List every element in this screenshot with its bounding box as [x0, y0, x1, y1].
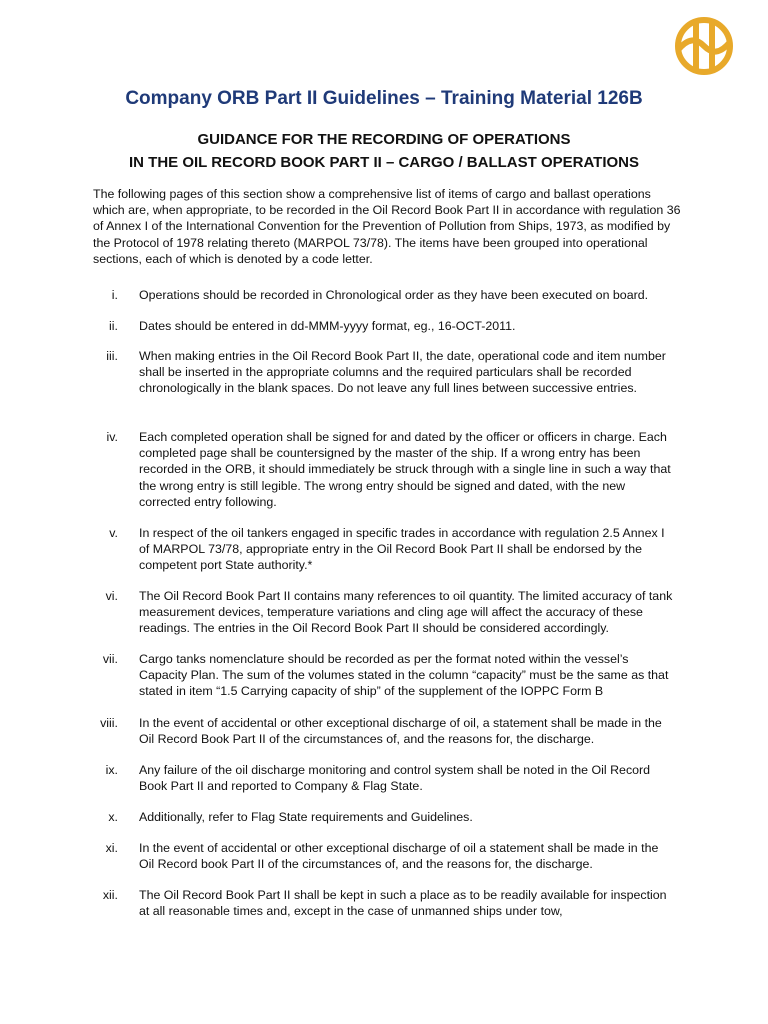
list-item-text: Cargo tanks nomenclature should be recorded as per the format noted within the vessel’s Capacity Plan. The sum of the volumes stated in the column “capacity” must be the same as that stated in item “1.5 Carrying capacity of ship” of the supplement of the IOPPC Form B: [139, 652, 669, 699]
list-item-number: ix.: [105, 763, 118, 777]
intro-paragraph: The following pages of this section show a comprehensive list of items of cargo and ballast operations which are, when appropriate, to be recorded in the Oil Record Book Part II in accordance with regulation 36 of Annex I of the International Convention for the Prevention of Pollution from Ships, 1973, as modified by the Protocol of 1978 relating thereto (MARPOL 73/78). The items have been grouped into operational sections, each of which is denoted by a code letter.: [93, 187, 681, 266]
list-item-number: iv.: [106, 430, 118, 444]
document-title: Company ORB Part II Guidelines – Training Material 126B: [125, 88, 643, 109]
list-item-number: viii.: [100, 716, 118, 730]
list-item-text: Each completed operation shall be signed for and dated by the officer or officers in charge. Each completed page shall be countersigned by the master of the ship. If a wrong entry has been recorded in the ORB, it should immediately be struck through with a single line in such a way that the wrong entry is still legible. The wrong entry should be signed and dated, with the new corrected entry following.: [139, 430, 671, 509]
company-emblem-icon: [674, 16, 734, 76]
list-item-text: Any failure of the oil discharge monitoring and control system shall be noted in the Oil Record Book Part II and reported to Company & Flag State.: [139, 763, 651, 794]
list-item-text: When making entries in the Oil Record Book Part II, the date, operational code and item number shall be inserted in the appropriate columns and the required particulars shall be recorded chronologically in the blank spaces. Do not leave any full lines between successive entries.: [139, 349, 666, 396]
list-item-number: xi.: [105, 841, 118, 855]
list-item-text: Dates should be entered in dd-MMM-yyyy format, eg., 16-OCT-2011.: [139, 319, 516, 333]
list-item-text: In respect of the oil tankers engaged in specific trades in accordance with regulation 2.5 Annex I of MARPOL 73/78, appropriate entry in the Oil Record Book Part II shall be endorsed by the competent port State authority.*: [139, 526, 665, 573]
list-item-number: vii.: [102, 652, 118, 666]
list-item-number: vi.: [105, 589, 118, 603]
list-item-number: iii.: [106, 349, 118, 363]
section-heading-line-2: IN THE OIL RECORD BOOK PART II – CARGO / BALLAST OPERATIONS: [128, 154, 640, 171]
list-item-number: ii.: [109, 319, 118, 333]
list-item-number: x.: [108, 810, 118, 824]
section-heading-line-1: GUIDANCE FOR THE RECORDING OF OPERATIONS: [197, 131, 571, 148]
list-item-number: xii.: [102, 888, 118, 902]
list-item-number: i.: [111, 288, 118, 302]
list-item-text: In the event of accidental or other exceptional discharge of oil, a statement shall be made in the Oil Record Book Part II of the circumstances of, and the reasons for, the discharge.: [139, 716, 662, 747]
section-heading: [0, 128, 768, 174]
list-item-text: The Oil Record Book Part II shall be kept in such a place as to be readily available for inspection at all reasonable times and, except in the case of unmanned ships under tow,: [139, 888, 667, 919]
list-item-text: Operations should be recorded in Chronological order as they have been executed on board.: [139, 288, 649, 302]
list-item-text: The Oil Record Book Part II contains many references to oil quantity. The limited accuracy of tank measurement devices, temperature variations and cling age will affect the accuracy of these readings. The entries in the Oil Record Book Part II should be considered accordingly.: [139, 589, 673, 636]
list-item-text: Additionally, refer to Flag State requirements and Guidelines.: [139, 810, 473, 824]
list-item-number: v.: [109, 526, 118, 540]
list-item-text: In the event of accidental or other exceptional discharge of oil a statement shall be made in the Oil Record book Part II of the circumstances of, and the reasons for, the discharge.: [139, 841, 659, 872]
